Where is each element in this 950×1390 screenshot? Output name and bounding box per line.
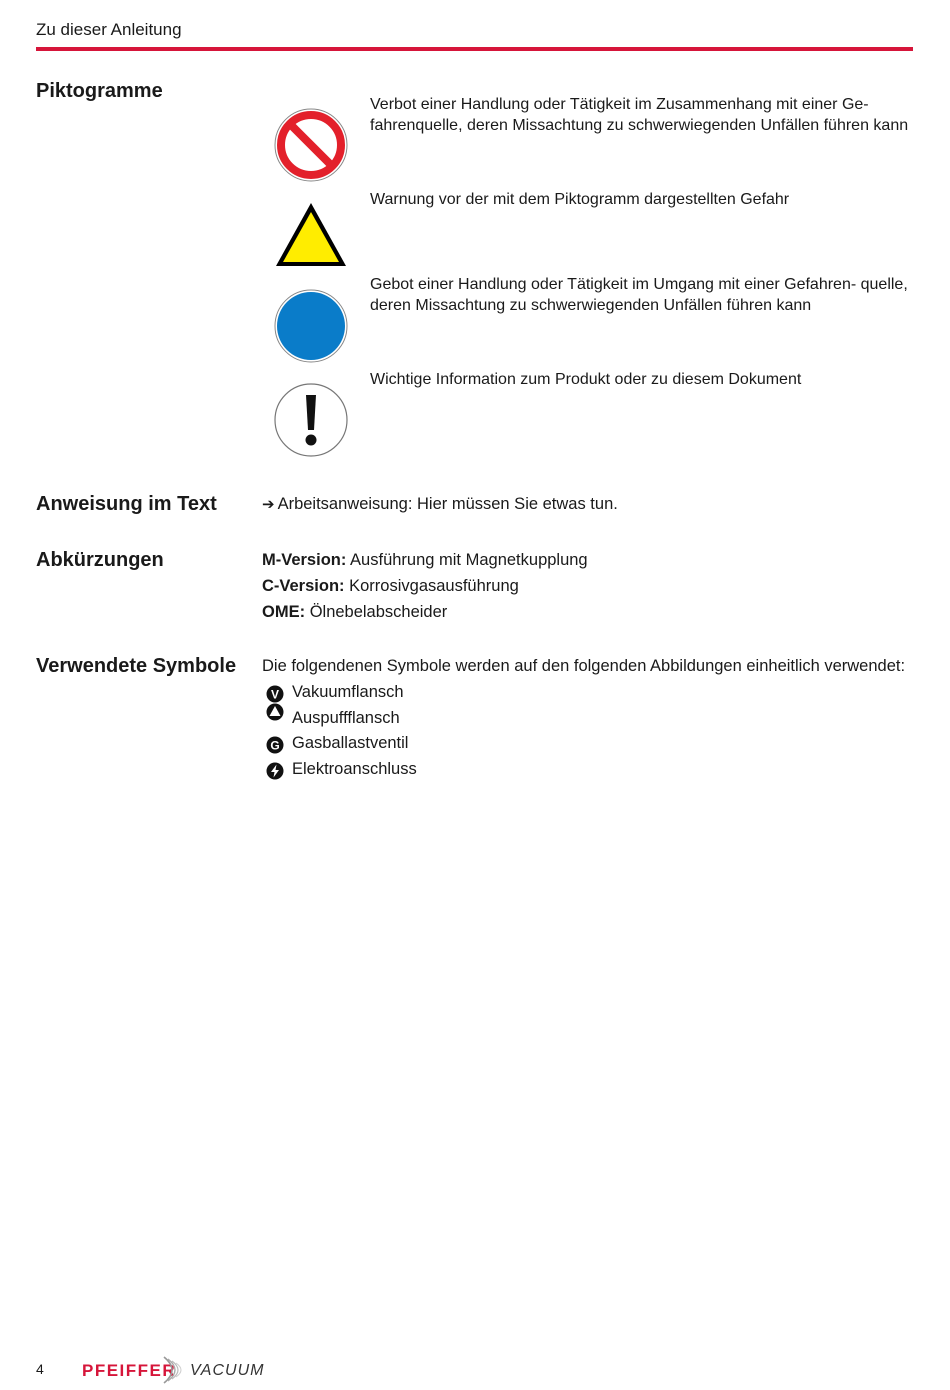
abbreviation-definition: Ausführung mit Magnetkupplung [350, 551, 588, 569]
symbol-label: Elektroanschluss [292, 760, 417, 778]
svg-text:G: G [270, 738, 280, 753]
electrical-connection-icon [266, 762, 284, 780]
pictogram-text-information: Wichtige Information zum Produkt oder zu diesem Dokument [370, 371, 802, 388]
prohibition-icon [274, 108, 348, 182]
pictogram-text-prohibition: Verbot einer Handlung oder Tätigkeit im Zusammenhang mit einer Ge- fahrenquelle, deren Missachtung zu schwerwiegenden Unfällen führen kann [370, 96, 909, 134]
logo-swoosh-icon [162, 1355, 188, 1385]
svg-text:V: V [270, 687, 280, 702]
warning-triangle-icon [274, 198, 348, 272]
abbreviation-item [262, 551, 588, 570]
logo-brand-left: PFEIFFER [82, 1361, 177, 1380]
abbreviation-definition: Korrosivgasausführung [349, 577, 519, 595]
heading-instructions: Anweisung im Text [36, 493, 217, 515]
abbreviation-definition: Ölnebelabscheider [309, 603, 448, 621]
symbol-label: Vakuumflansch [292, 683, 404, 701]
header-rule [36, 47, 913, 51]
arrow-right-icon: ➔ [262, 496, 275, 513]
symbol-label: Gasballastventil [292, 734, 409, 752]
abbreviation-item [262, 577, 519, 596]
symbols-intro: Die folgendenen Symbole werden auf den folgenden Abbildungen einheitlich verwendet: [262, 657, 906, 675]
instruction-line [262, 495, 618, 514]
pictogram-text-warning: Warnung vor der mit dem Piktogramm dargestellten Gefahr [370, 191, 790, 208]
abbreviation-item [262, 603, 447, 622]
abbreviation-term: C-Version: [262, 577, 345, 595]
instruction-text: Arbeitsanweisung: Hier müssen Sie etwas tun. [277, 495, 618, 513]
gas-ballast-valve-icon [266, 736, 284, 754]
vacuum-flange-icon [266, 685, 284, 703]
pfeiffer-vacuum-logo [82, 1355, 265, 1385]
exhaust-flange-icon [266, 703, 284, 721]
exclamation-info-icon [274, 383, 348, 457]
page-number: 4 [36, 1361, 44, 1377]
heading-symbols: Verwendete Symbole [36, 655, 237, 677]
pictogram-text-mandatory: Gebot einer Handlung oder Tätigkeit im Umgang mit einer Gefahren- quelle, deren Missachtung zu schwerwiegenden Unfällen führen kann [370, 276, 908, 314]
logo-brand-right: VACUUM [190, 1362, 265, 1379]
mandatory-action-icon [274, 289, 348, 363]
running-header: Zu dieser Anleitung [36, 20, 182, 39]
heading-pictograms: Piktogramme [36, 80, 163, 102]
abbreviation-term: OME: [262, 603, 306, 621]
symbol-label: Auspuffflansch [292, 709, 400, 727]
abbreviation-term: M-Version: [262, 551, 347, 569]
heading-abbreviations: Abkürzungen [36, 549, 164, 571]
